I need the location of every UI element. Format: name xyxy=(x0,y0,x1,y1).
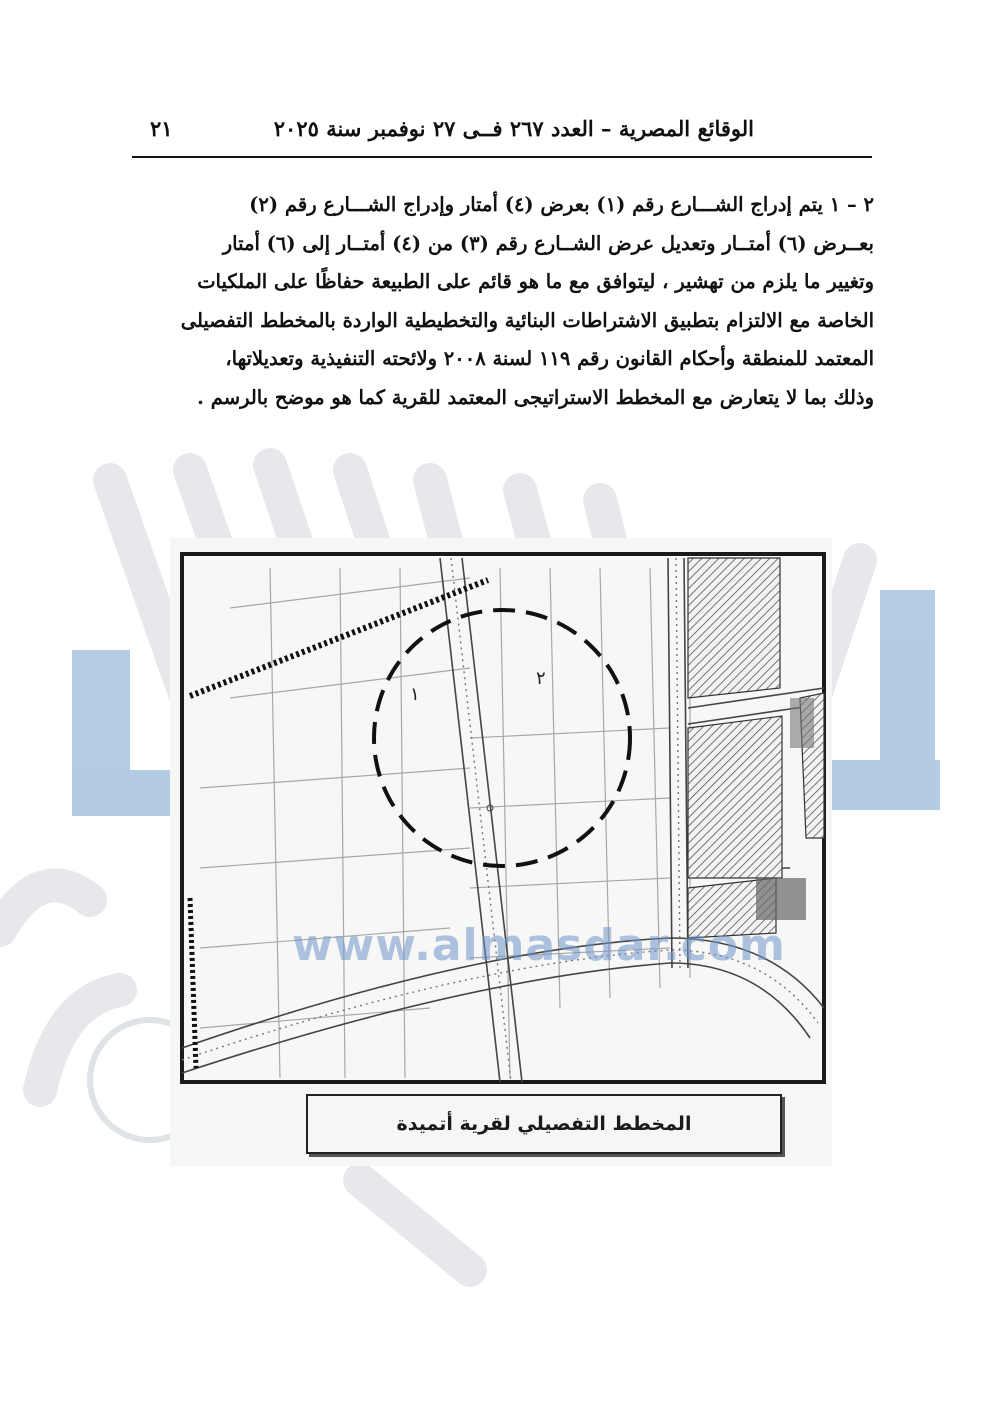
street-label-2: ٢ xyxy=(536,668,546,689)
watermark-url: www.almasdar.com xyxy=(292,920,786,971)
header-divider xyxy=(132,156,872,158)
page-number: ٢١ xyxy=(150,116,173,141)
decree-paragraph xyxy=(130,186,874,418)
text-line: وذلك بما لا يتعارض مع المخطط الاستراتيجى المعتمد للقرية كما هو موضح بالرسم . xyxy=(197,385,874,409)
detailed-plan-map xyxy=(170,538,832,1166)
text-line: ٢ – ١ يتم إدراج الشـــارع رقم (١) بعرض (٤) أمتار وإدراج الشـــارع رقم (٢) xyxy=(249,193,874,216)
street-label-1: ١ xyxy=(410,684,420,705)
text-line: المعتمد للمنطقة وأحكام القانون رقم ١١٩ لسنة ٢٠٠٨ ولائحته التنفيذية وتعديلاتها، xyxy=(225,347,874,371)
map-drawing xyxy=(170,538,832,1166)
page-header xyxy=(132,114,872,150)
text-line: بعــرض (٦) أمتــار وتعديل عرض الشــارع رقم (٣) من (٤) أمتــار إلى (٦) أمتار xyxy=(222,231,874,255)
map-caption: المخطط التفصيلي لقرية أتميدة xyxy=(306,1094,782,1154)
gazette-title: الوقائع المصرية – العدد ٢٦٧ فــى ٢٧ نوفمبر سنة ٢٠٢٥ xyxy=(273,116,754,141)
text-line: الخاصة مع الالتزام بتطبيق الاشتراطات البنائية والتخطيطية الواردة بالمخطط التفصيلى xyxy=(180,308,874,332)
text-line: وتغيير ما يلزم من تهشير ، ليتوافق مع ما هو قائم على الطبيعة حفاظًا على الملكيات xyxy=(197,270,874,294)
